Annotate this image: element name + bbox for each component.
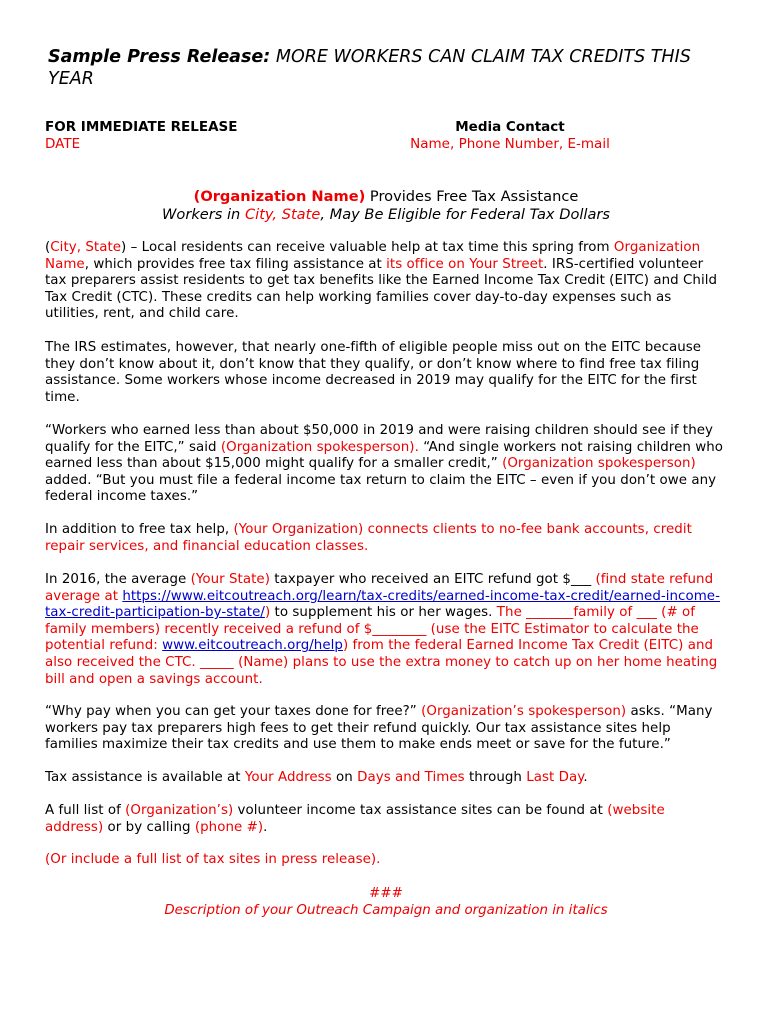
text: . xyxy=(583,770,588,785)
text: “Workers who earned less than about $50,000 in 2019 and were raising children should see if they qualify for the EITC,” said xyxy=(45,423,714,455)
text: , which provides free tax filing assistance at xyxy=(84,256,387,272)
spokesperson-placeholder: (Organization spokesperson) xyxy=(502,456,696,472)
text: “Why pay when you can get your taxes done for free?” xyxy=(45,704,422,719)
headline xyxy=(45,188,727,206)
paragraph-site-list xyxy=(45,803,727,836)
text: In addition to free tax help, xyxy=(45,522,234,537)
subheadline-place: City, State xyxy=(244,206,321,223)
spokesperson-placeholder: (Organization’s spokesperson) xyxy=(421,704,627,719)
spokesperson-placeholder: (Organization spokesperson). xyxy=(220,439,419,455)
text: ( xyxy=(45,240,51,255)
org-placeholder: Organization Name xyxy=(45,240,701,272)
text: ) xyxy=(264,605,271,621)
text: “And single workers not raising children who earned less than about $15,000 might qualify for a smaller credit,” xyxy=(45,439,723,472)
text: or by calling xyxy=(103,819,195,835)
state-participation-link[interactable]: https://www.eitcoutreach.org/learn/tax-credits/earned-income-tax-credit/earned-income-tax-credit-participation-by-state/ xyxy=(45,588,720,621)
title-text: MORE WORKERS CAN CLAIM TAX CREDITS THIS xyxy=(270,47,691,67)
text: on xyxy=(331,770,358,785)
text: . xyxy=(263,819,268,835)
subheadline-text: Workers in xyxy=(161,206,245,223)
release-block xyxy=(45,119,238,153)
text: to supplement his or her wages. xyxy=(270,605,497,621)
eitc-help-link[interactable]: www.eitcoutreach.org/help xyxy=(162,638,343,654)
text: Tax assistance is available at xyxy=(45,770,245,785)
paragraph-tax-sites-note: (Or include a full list of tax sites in press release). xyxy=(45,852,381,867)
family-placeholder: The _______family of ___ (# of family members) recently received a refund of $________ (use the EITC Estimator to calculate the potential refund: xyxy=(45,605,699,654)
subheadline xyxy=(45,206,727,224)
date-placeholder: DATE xyxy=(45,136,81,152)
text: ) – Local residents can receive valuable help at tax time this spring from xyxy=(121,240,614,255)
paragraph-why-pay xyxy=(45,704,727,754)
text: asks. “Many workers pay tax preparers high fees to get their refund quickly. Our tax assistance sites help families maximize their tax credits and use them to make ends meet or save for the future.” xyxy=(45,704,713,753)
text: volunteer income tax assistance sites can be found at xyxy=(233,803,608,818)
media-contact-block xyxy=(395,119,625,153)
headline-text: Provides Free Tax Assistance xyxy=(365,188,579,205)
page-title xyxy=(48,46,728,90)
text: added. “But you must file a federal income tax return to claim the EITC – even if you don’t owe any federal income taxes.” xyxy=(45,472,717,505)
paragraph-irs-estimates: The IRS estimates, however, that nearly one-fifth of eligible people miss out on the EITC because they don’t know about it, don’t know that they qualify, or don’t know where to find free tax filing assistance. Some workers whose income decreased in 2019 may qualify for the EITC for the first time. xyxy=(45,340,702,405)
text: . IRS-certified volunteer tax preparers assist residents to get tax benefits like the Earned Income Tax Credit (EITC) and Child Tax Credit (CTC). These credits can help working families cover day-to-day expenses such as utilities, rent, and child care. xyxy=(45,256,718,322)
paragraph-free-help xyxy=(45,522,727,555)
address-placeholder: Your Address xyxy=(244,770,332,785)
last-day-placeholder: Last Day xyxy=(526,770,584,785)
city-placeholder: City, State xyxy=(50,240,122,255)
organization-services-placeholder: (Your Organization) connects clients to no-fee bank accounts, credit repair services, and financial education classes. xyxy=(45,522,692,554)
media-contact-label: Media Contact xyxy=(455,119,565,135)
text: through xyxy=(464,770,527,785)
paragraph-refund-average xyxy=(45,572,727,688)
title-label: Sample Press Release: xyxy=(48,47,271,67)
state-placeholder: (Your State) xyxy=(190,572,270,587)
title-text-line2: YEAR xyxy=(48,69,94,89)
media-contact-placeholder: Name, Phone Number, E-mail xyxy=(410,136,610,152)
days-placeholder: Days and Times xyxy=(357,770,465,785)
subheadline-text-end: , May Be Eligible for Federal Tax Dollars xyxy=(320,206,611,223)
paragraph-intro xyxy=(45,240,727,323)
instruction-placeholder: (find state refund average at xyxy=(45,572,714,604)
text: In 2016, the average xyxy=(45,572,191,587)
family-placeholder-end: ) from the federal Earned Income Tax Credit (EITC) and also received the CTC. _____ (Name) plans to use the extra money to catch up on her home heating bill and open a savings account. xyxy=(45,638,718,687)
end-marks: ### xyxy=(369,886,403,901)
office-placeholder: its office on Your Street xyxy=(386,256,544,272)
website-placeholder: (website address) xyxy=(45,803,665,835)
paragraph-availability xyxy=(45,770,727,787)
headline-org: (Organization Name) xyxy=(193,188,366,205)
campaign-description: Description of your Outreach Campaign and organization in italics xyxy=(164,903,608,918)
org-placeholder: (Organization’s) xyxy=(125,803,234,818)
phone-placeholder: (phone #) xyxy=(194,819,264,835)
text: taxpayer who received an EITC refund got $___ xyxy=(269,572,596,587)
release-label: FOR IMMEDIATE RELEASE xyxy=(45,119,238,135)
text: A full list of xyxy=(45,803,126,818)
paragraph-quote xyxy=(45,423,727,506)
